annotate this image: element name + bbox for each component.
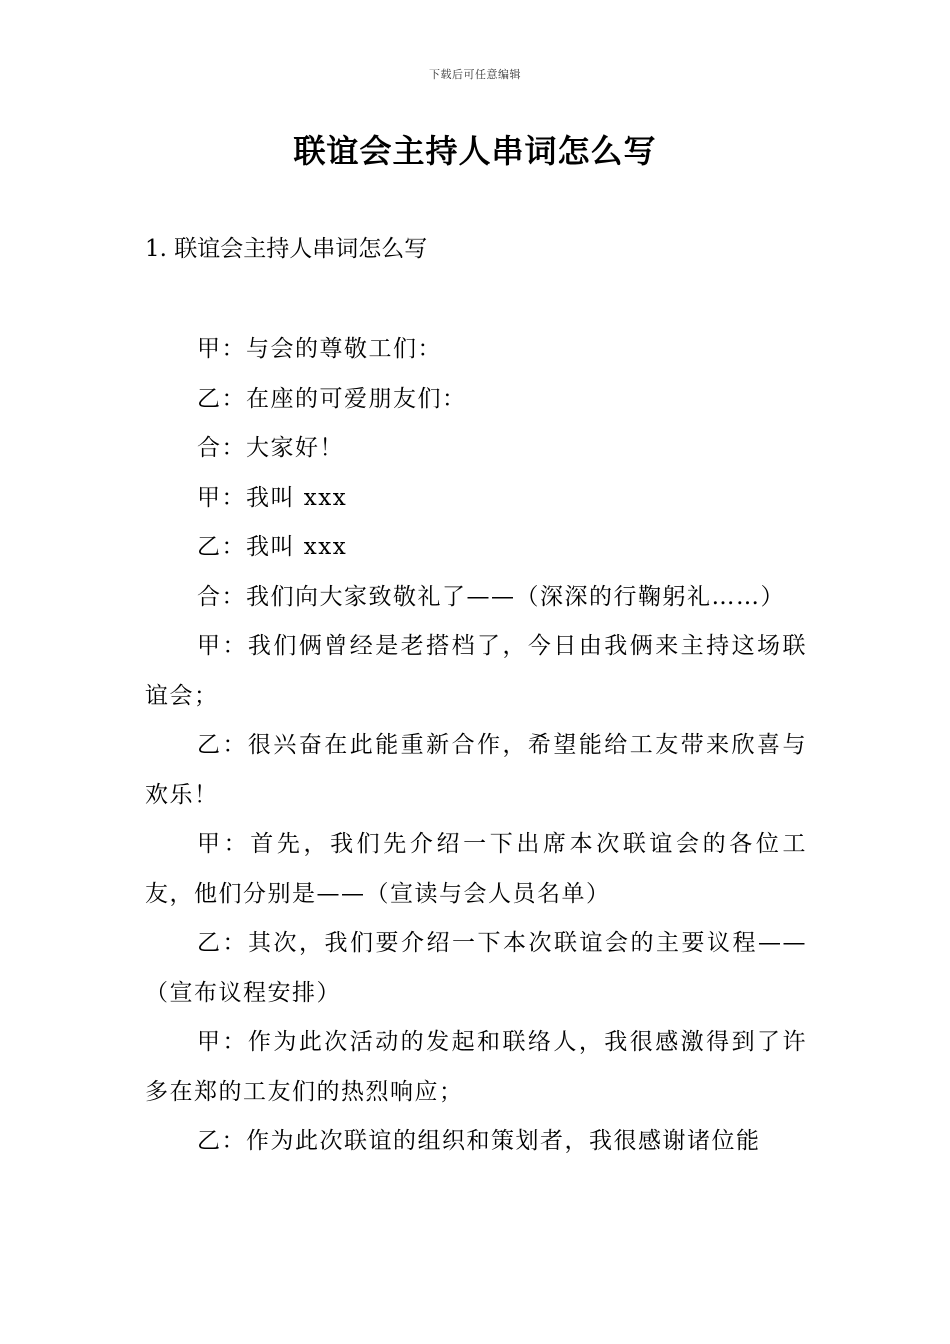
paragraph: 甲：与会的尊敬工们： — [197, 336, 442, 362]
document-title: 联谊会主持人串词怎么写 — [293, 132, 657, 170]
paragraph: 合：大家好！ — [197, 435, 344, 461]
header-note: 下载后可任意编辑 — [429, 68, 521, 81]
paragraph: 甲：我叫 xxx — [197, 484, 348, 511]
paragraph: 乙：我叫 xxx — [197, 534, 348, 560]
paragraph: 乙：其次，我们要介绍一下本次联谊会的主要议程——（宣布议程安排） — [145, 930, 807, 1006]
paragraph: 乙：在座的可爱朋友们： — [197, 385, 467, 412]
paragraph: 乙：作为此次联谊的组织和策划者，我很感谢诸位能 — [197, 1128, 761, 1154]
paragraph: 合：我们向大家致敬礼了——（深深的行鞠躬礼……） — [197, 583, 785, 610]
paragraph: 乙：很兴奋在此能重新合作，希望能给工友带来欣喜与欢乐！ — [145, 732, 807, 808]
paragraph: 甲：首先，我们先介绍一下出席本次联谊会的各位工友，他们分别是——（宣读与会人员名单） — [145, 831, 807, 907]
paragraph: 甲：作为此次活动的发起和联络人，我很感激得到了许多在郑的工友们的热烈响应； — [145, 1029, 807, 1105]
section-heading: 1. 联谊会主持人串词怎么写 — [145, 236, 428, 262]
document-body — [145, 325, 807, 1167]
paragraph: 甲：我们俩曾经是老搭档了，今日由我俩来主持这场联谊会； — [145, 633, 807, 709]
